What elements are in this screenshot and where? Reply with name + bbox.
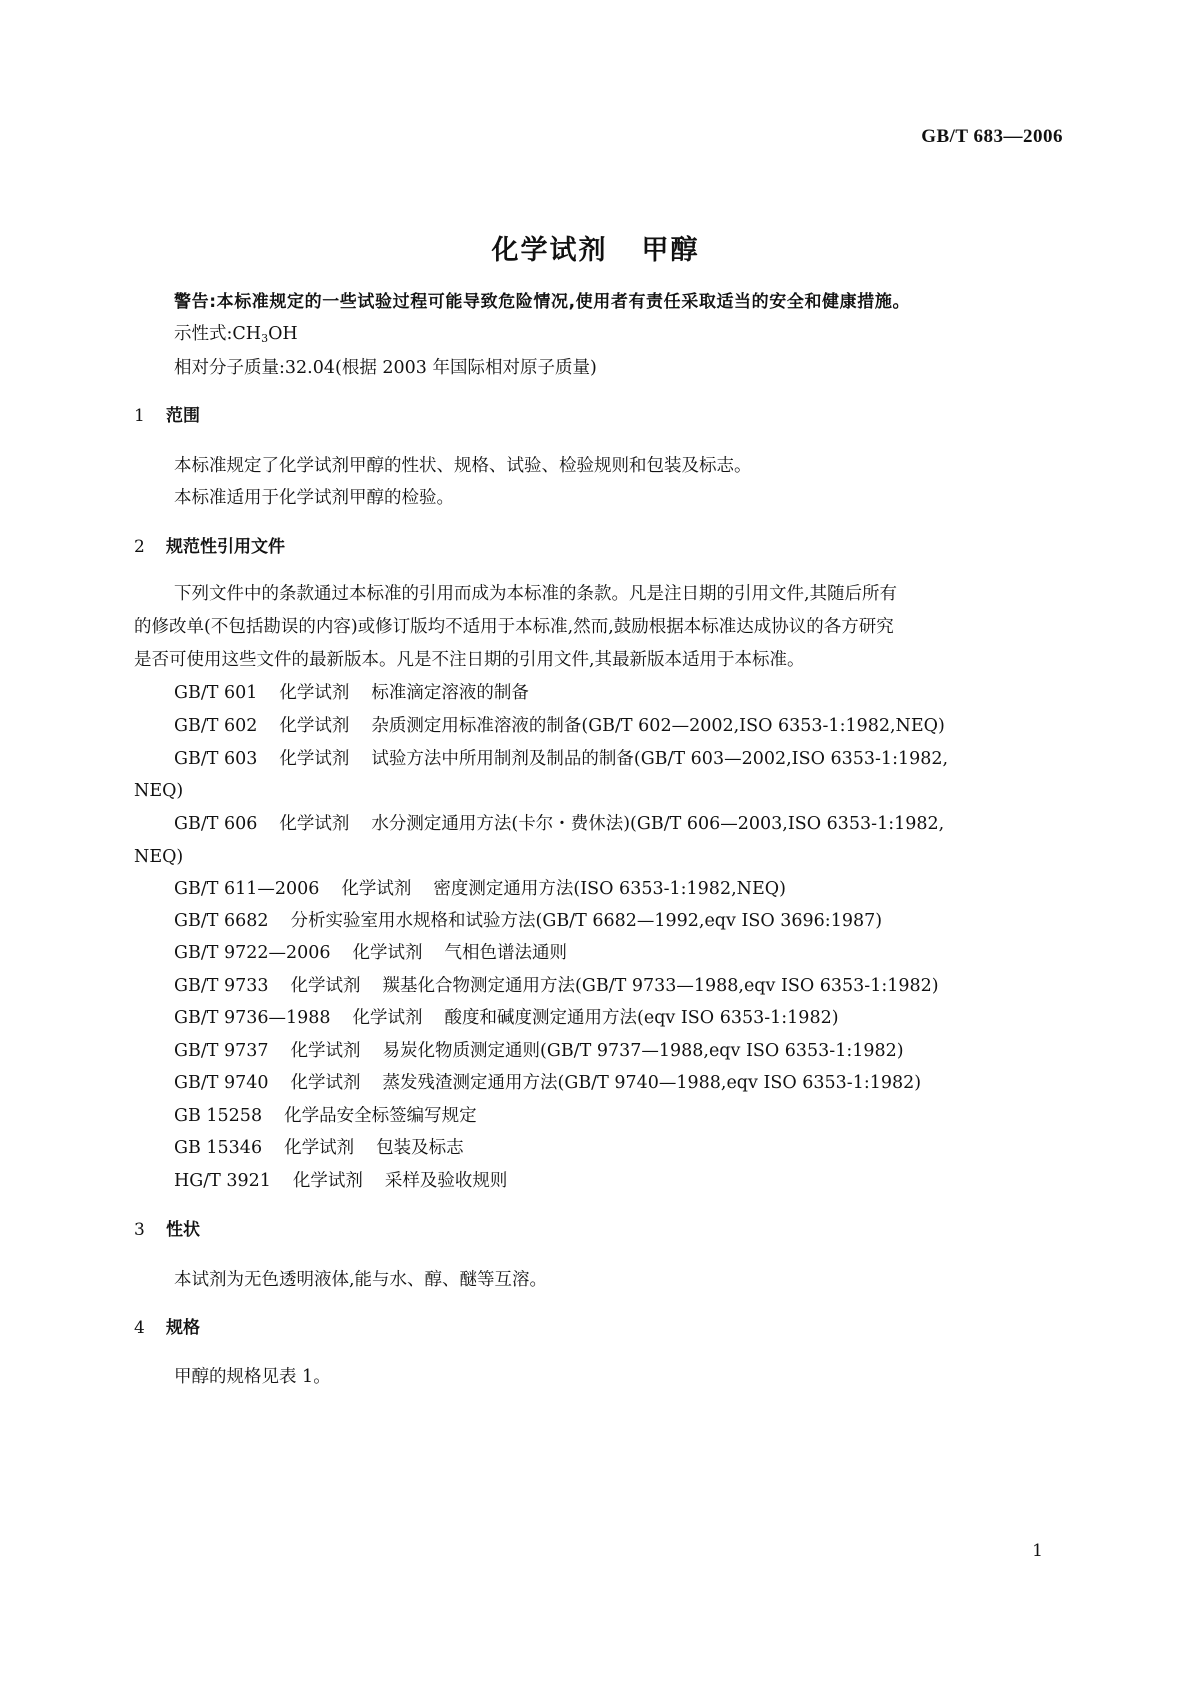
reference-item [174,941,567,965]
section-2-title: 规范性引用文件 [166,537,285,557]
reference-title: 易炭化物质测定通则(GB/T 9737—1988,eqv ISO 6353-1:1982) [382,1041,904,1061]
reference-item [174,1136,464,1160]
section-2-para-line-1: 下列文件中的条款通过本标准的引用而成为本标准的条款。凡是注日期的引用文件,其随后所有 [174,584,898,604]
section-3-number: 3 [134,1220,145,1240]
section-1-heading [134,404,200,428]
reference-title: 试验方法中所用制剂及制品的制备(GB/T 603—2002,ISO 6353-1:1982, [371,749,949,769]
reference-code: GB/T 6682 [174,911,269,931]
section-2-para-line-3: 是否可使用这些文件的最新版本。凡是不注日期的引用文件,其最新版本适用于本标准。 [134,650,805,670]
section-2-heading [134,535,285,559]
reference-title: 分析实验室用水规格和试验方法(GB/T 6682—1992,eqv ISO 3696:1987) [290,911,883,931]
reference-item [174,1006,839,1030]
reference-title: 包装及标志 [376,1138,464,1158]
reference-item [174,1104,477,1128]
section-2-number: 2 [134,537,145,557]
reference-item [174,877,786,901]
reference-code: GB/T 9733 [174,976,269,996]
reference-wrap: NEQ) [134,781,184,801]
formula-line [174,322,298,351]
reference-category: 化学试剂 [352,1008,423,1028]
reference-code: GB 15346 [174,1138,263,1158]
page-title [0,228,1191,267]
reference-code: GB/T 9740 [174,1073,269,1093]
reference-code: HG/T 3921 [174,1171,271,1191]
title-part-2: 甲醇 [641,235,700,266]
reference-wrap: NEQ) [134,847,184,867]
reference-item [174,681,529,705]
reference-item [174,714,945,738]
reference-code: GB/T 603 [174,749,258,769]
formula-pre: CH [232,324,262,344]
reference-title: 标准滴定溶液的制备 [371,683,529,703]
section-2-para-line-2: 的修改单(不包括勘误的内容)或修订版均不适用于本标准,然而,鼓励根据本标准达成协议的各方研究 [134,617,894,637]
reference-category: 化学试剂 [279,716,350,736]
section-1-title: 范围 [166,406,200,426]
page-number: 1 [1032,1541,1043,1561]
reference-category: 化学试剂 [279,749,350,769]
formula-label: 示性式: [174,324,233,344]
reference-code: GB 15258 [174,1106,263,1126]
reference-item [174,909,882,933]
section-3-heading [134,1218,200,1242]
reference-code: GB/T 9722—2006 [174,943,331,963]
section-1-para-2: 本标准适用于化学试剂甲醇的检验。 [174,488,454,508]
reference-title: 气相色谱法通则 [444,943,568,963]
reference-category: 化学试剂 [279,683,350,703]
reference-category: 化学试剂 [290,1073,361,1093]
section-4-number: 4 [134,1318,145,1338]
reference-item [174,747,948,771]
reference-title: 蒸发残渣测定通用方法(GB/T 9740—1988,eqv ISO 6353-1:1982) [382,1073,922,1093]
reference-code: GB/T 601 [174,683,258,703]
reference-title: 采样及验收规则 [384,1171,508,1191]
reference-title: 杂质测定用标准溶液的制备(GB/T 602—2002,ISO 6353-1:1982,NEQ) [371,716,945,736]
section-4-title: 规格 [166,1318,200,1338]
reference-category: 化学试剂 [341,879,412,899]
standard-code: GB/T 683—2006 [921,126,1063,147]
reference-title: 水分测定通用方法(卡尔・费休法)(GB/T 606—2003,ISO 6353-1:1982, [371,814,945,834]
formula-post: OH [268,324,298,344]
molecular-mass: 相对分子质量:32.04(根据 2003 年国际相对原子质量) [174,358,597,378]
reference-category: 化学试剂 [352,943,423,963]
reference-code: GB/T 9736—1988 [174,1008,331,1028]
reference-title: 化学品安全标签编写规定 [284,1106,477,1126]
reference-item [174,1071,921,1095]
reference-code: GB/T 606 [174,814,258,834]
section-3-para-1: 本试剂为无色透明液体,能与水、醇、醚等互溶。 [174,1270,548,1290]
section-4-para-1: 甲醇的规格见表 1。 [174,1367,331,1387]
reference-category: 化学试剂 [290,1041,361,1061]
section-1-number: 1 [134,406,145,426]
reference-item [174,1169,507,1193]
reference-category: 化学试剂 [279,814,350,834]
warning-text: 警告:本标准规定的一些试验过程可能导致危险情况,使用者有责任采取适当的安全和健康措施。 [174,292,911,312]
reference-category: 化学试剂 [292,1171,363,1191]
formula-sub: 3 [261,332,269,345]
section-3-title: 性状 [166,1220,200,1240]
reference-code: GB/T 611—2006 [174,879,320,899]
section-1-para-1: 本标准规定了化学试剂甲醇的性状、规格、试验、检验规则和包装及标志。 [174,456,752,476]
reference-title: 酸度和碱度测定通用方法(eqv ISO 6353-1:1982) [444,1008,839,1028]
reference-code: GB/T 602 [174,716,258,736]
reference-code: GB/T 9737 [174,1041,269,1061]
reference-category: 化学试剂 [290,976,361,996]
reference-category: 化学试剂 [284,1138,355,1158]
reference-item [174,974,939,998]
reference-title: 密度测定通用方法(ISO 6353-1:1982,NEQ) [433,879,786,899]
reference-title: 羰基化合物测定通用方法(GB/T 9733—1988,eqv ISO 6353-1:1982) [382,976,939,996]
reference-item [174,1039,904,1063]
section-4-heading [134,1316,200,1340]
reference-item [174,812,944,836]
title-part-1: 化学试剂 [491,235,608,266]
